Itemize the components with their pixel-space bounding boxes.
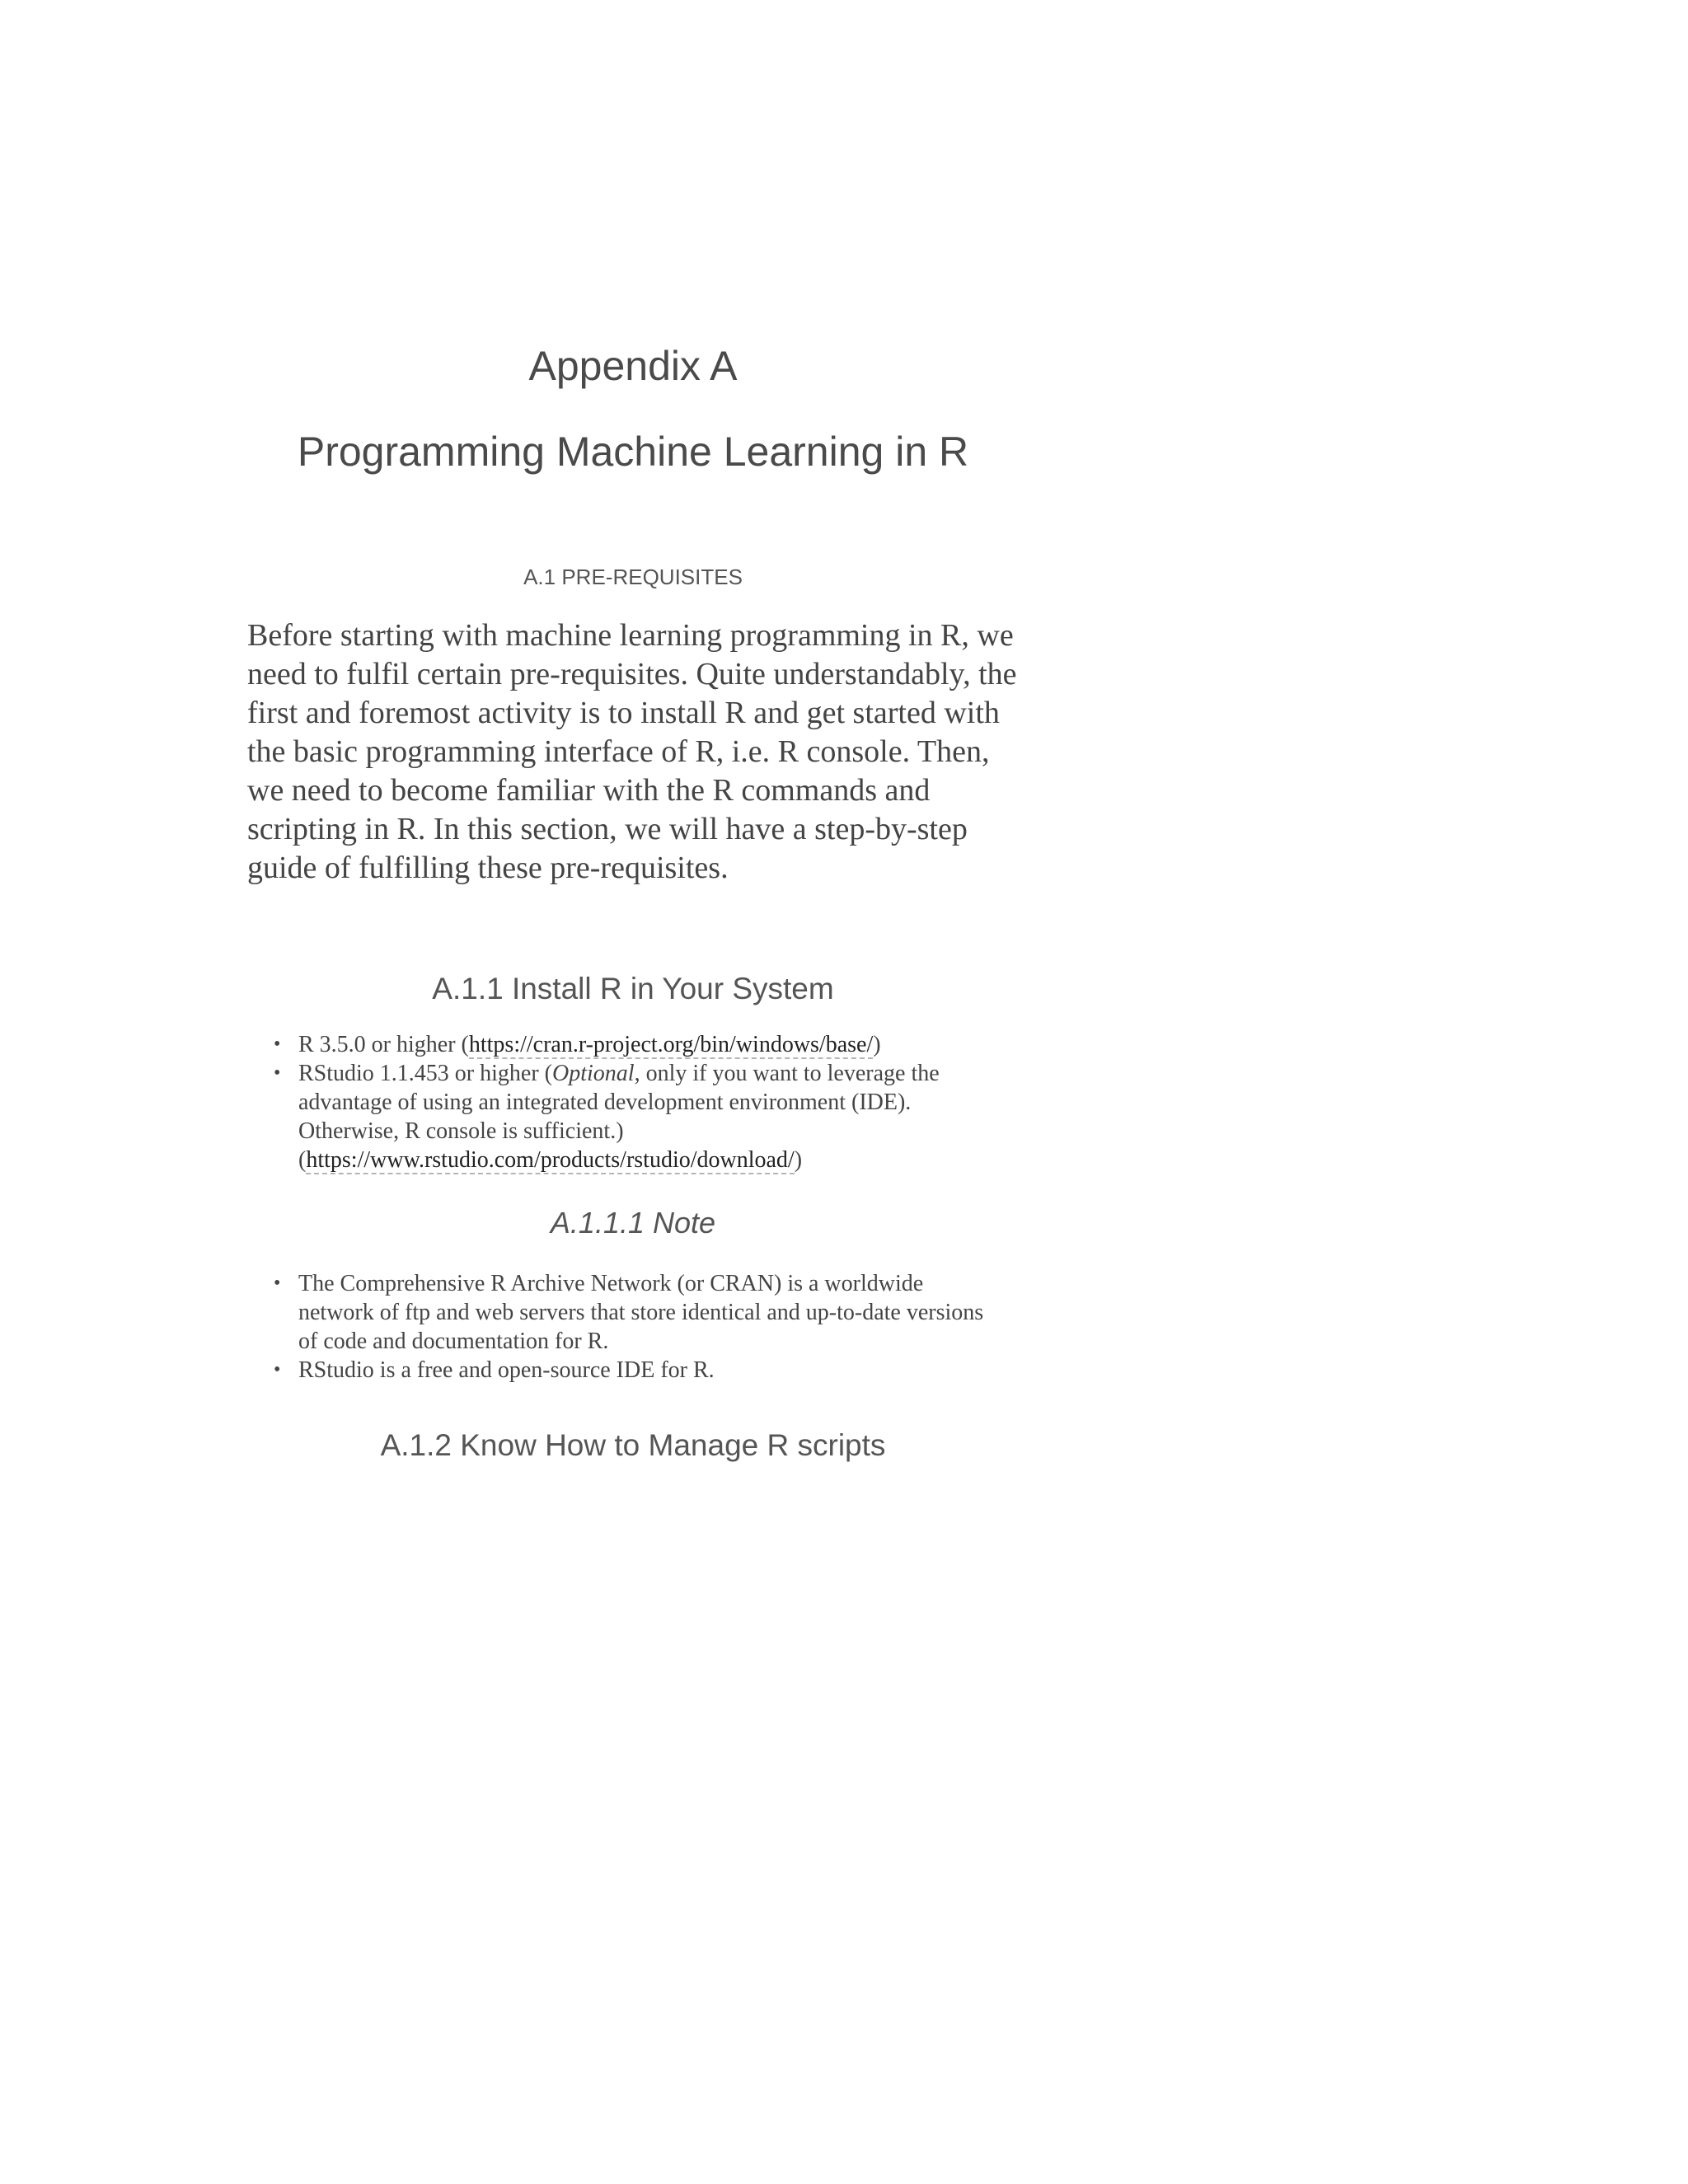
note-list [270, 1269, 996, 1385]
item-text: ) [794, 1147, 803, 1173]
list-item [270, 1356, 996, 1385]
intro-paragraph: Before starting with machine learning programming in R, we need to fulfil certain pre-requisites. Quite understandably, the first and foremost activity is to install R and get started with the basic programming interface of R, i.e. R console. Then, we need to become familiar with the R commands and scripting in R. In this section, we will have a step-by-step guide of fulfilling these pre-requisites. [247, 618, 1017, 885]
item-text: RStudio is a free and open-source IDE for R. [298, 1357, 715, 1383]
item-text: The Comprehensive R Archive Network (or CRAN) is a worldwide network of ftp and web servers that store identical and up-to-date versions of code and documentation for R. [298, 1271, 984, 1354]
note-heading: A.1.1.1 Note [550, 1206, 716, 1240]
list-item [270, 1030, 996, 1059]
list-item [270, 1059, 996, 1174]
subsection-scripts-heading: A.1.2 Know How to Manage R scripts [380, 1428, 886, 1462]
item-text: RStudio 1.1.453 or higher ( [298, 1061, 552, 1086]
item-text: , only if you want to leverage the advantage of using an integrated development environment (IDE). Otherwise, R console is sufficient.) ( [298, 1061, 940, 1173]
rstudio-download-link[interactable]: https://www.rstudio.com/products/rstudio/download/ [306, 1147, 795, 1173]
chapter-title: Programming Machine Learning in R [297, 429, 969, 475]
cran-download-link[interactable]: https://cran.r-project.org/bin/windows/base/ [468, 1032, 874, 1057]
bullet-icon: • [274, 1062, 281, 1084]
bullet-icon: • [274, 1359, 281, 1380]
bullet-icon: • [274, 1272, 281, 1294]
item-text: R 3.5.0 or higher ( [298, 1032, 469, 1057]
bullet-icon: • [274, 1033, 281, 1055]
appendix-label: Appendix A [528, 343, 738, 389]
install-list [270, 1030, 996, 1174]
item-text: ) [873, 1032, 881, 1057]
subsection-install-heading: A.1.1 Install R in Your System [432, 972, 834, 1005]
section-heading: A.1 PRE-REQUISITES [523, 565, 743, 589]
optional-emphasis: Optional [552, 1061, 635, 1086]
list-item [270, 1269, 996, 1356]
